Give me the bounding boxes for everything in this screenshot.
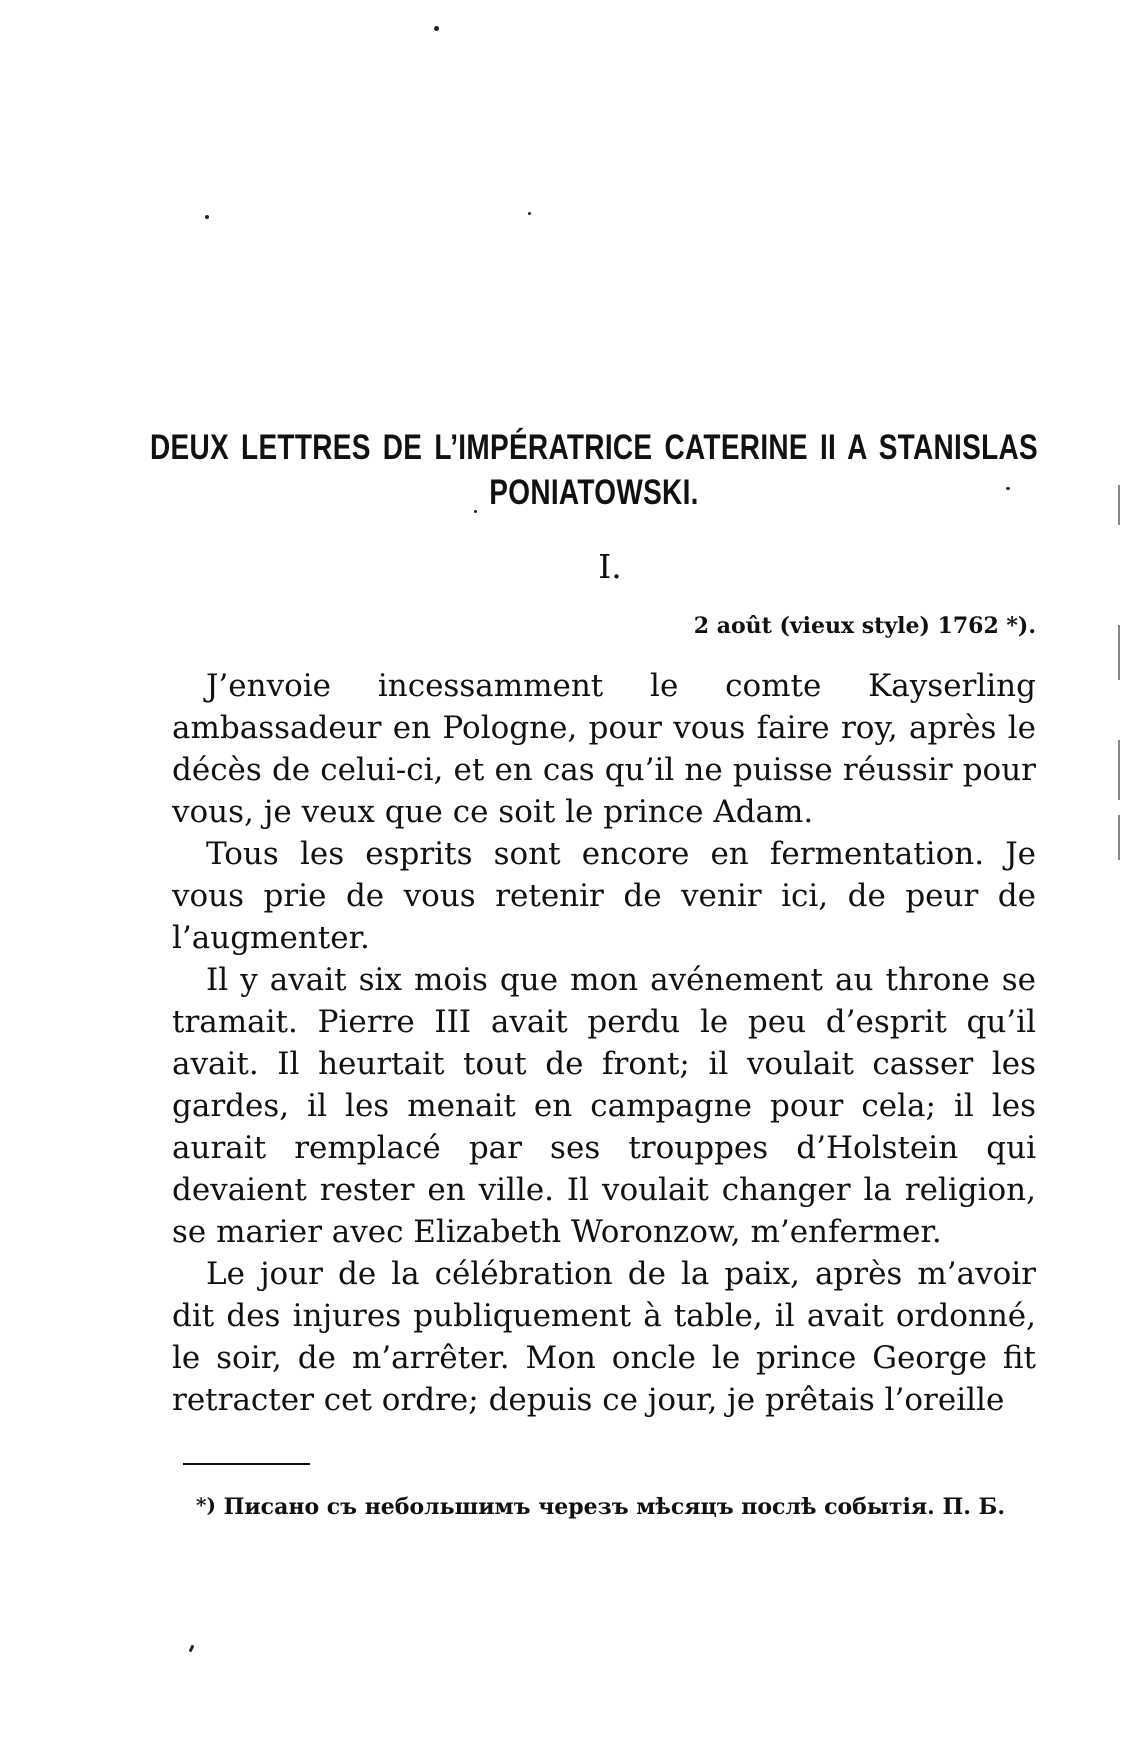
paragraph: J’envoie incessamment le comte Kayserling ambassadeur en Pologne, pour vous faire roy, après le décès de celui-ci, et en cas qu’il ne puisse réussir pour vous, je veux que ce soit le prince Adam. (172, 668, 1036, 830)
footnote-marker: *) (196, 1493, 216, 1517)
letter-body (172, 665, 1036, 1421)
scan-edge-line (1118, 815, 1120, 860)
scan-edge-line (1118, 625, 1120, 680)
scan-speck (434, 26, 439, 31)
paragraph: Il y avait six mois que mon avénement au throne se tramait. Pierre III avait perdu le peu d’esprit qu’il avait. Il heurtait tout de front; il voulait casser les gardes, il les menait en campagne pour cela; il les aurait remplacé par ses trouppes d’Holstein qui devaient rester en ville. Il voulait changer la religion, se marier avec Elizabeth Woronzow, m’enfermer. (172, 962, 1036, 1250)
footnote-text: Писано съ небольшимъ черезъ мѣсяцъ послѣ событія. П. Б. (223, 1494, 1005, 1520)
scan-speck (189, 1645, 195, 1653)
title-line-2: PONIATOWSKI. (489, 472, 699, 512)
scan-edge-line (1118, 485, 1120, 525)
letter-dateline: 2 août (vieux style) 1762 *). (693, 613, 1036, 639)
section-numeral: I. (598, 547, 622, 586)
scan-speck (528, 212, 531, 215)
footnote-divider (183, 1463, 310, 1465)
scan-speck (205, 215, 209, 219)
paragraph: Tous les esprits sont encore en fermentation. Je vous prie de vous retenir de venir ici, de peur de l’augmenter. (172, 836, 1036, 956)
paragraph: Le jour de la célébration de la paix, après m’avoir dit des injures publiquement à table, il avait ordonné, le soir, de m’arrêter. Mon oncle le prince George fit retracter cet ordre; depuis ce jour, je prêtais l’oreille (172, 1256, 1036, 1418)
footnote (196, 1493, 1046, 1520)
document-title (150, 425, 1038, 516)
title-line-1: DEUX LETTRES DE L’IMPÉRATRICE CATERINE II A STANISLAS (150, 427, 1038, 467)
scan-edge-line (1118, 740, 1120, 800)
